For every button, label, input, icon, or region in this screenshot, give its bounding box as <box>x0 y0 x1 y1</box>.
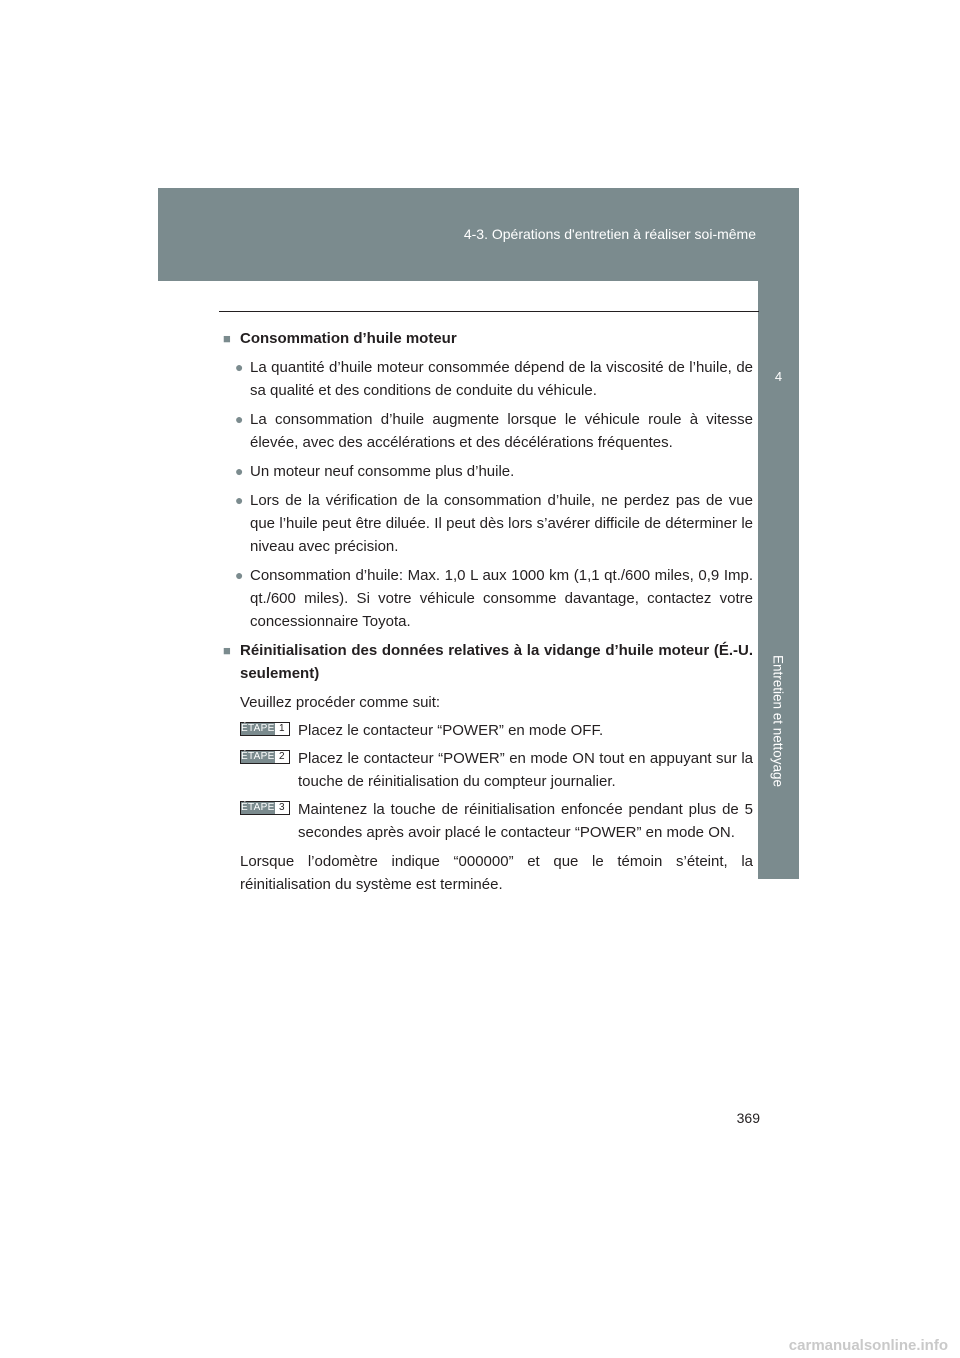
chapter-number: 4 <box>774 369 783 384</box>
circle-bullet-icon: ● <box>235 463 244 479</box>
section-heading <box>223 327 753 350</box>
list-item-text: La consommation d’huile augmente lorsque le véhicule roule à vitesse élevée, avec des accélérations et des décélérations fréquentes. <box>250 411 753 451</box>
step-text: Placez le contacteur “POWER” en mode ON tout en appuyant sur la touche de réinitialisation du compteur journalier. <box>298 750 753 790</box>
step-badge <box>240 722 290 736</box>
square-bullet-icon: ■ <box>223 331 231 346</box>
step-item <box>223 798 753 844</box>
list-item <box>223 356 753 402</box>
list-item-text: Un moteur neuf consomme plus d’huile. <box>250 463 515 480</box>
step-label: ÉTAPE <box>241 723 275 734</box>
circle-bullet-icon: ● <box>235 411 244 427</box>
intro-text: Veuillez procéder comme suit: <box>240 694 441 711</box>
step-label: ÉTAPE <box>241 802 275 813</box>
list-item-text: Lors de la vérification de la consommation d’huile, ne perdez pas de vue que l’huile peut être diluée. Il peut dès lors s’avérer difficile de déterminer le niveau avec précision. <box>250 492 753 555</box>
list-item <box>223 408 753 454</box>
step-number: 1 <box>275 723 289 735</box>
chapter-side-tab <box>758 281 799 879</box>
heading-text: Réinitialisation des données relatives à la vidange d’huile moteur (É.-U. seulement) <box>240 642 753 682</box>
list-item-text: Consommation d’huile: Max. 1,0 L aux 1000 km (1,1 qt./600 miles, 0,9 Imp. qt./600 miles). Si votre véhicule consomme davantage, contactez votre concessionnaire Toyota. <box>250 567 753 630</box>
list-item-text: La quantité d’huile moteur consommée dépend de la viscosité de l’huile, de sa qualité et des conditions de conduite du véhicule. <box>250 359 753 399</box>
page-number: 369 <box>736 1110 760 1126</box>
step-item <box>223 747 753 793</box>
section-heading <box>223 639 753 685</box>
step-text: Placez le contacteur “POWER” en mode OFF. <box>298 722 604 739</box>
watermark[interactable]: carmanualsonline.info <box>788 1337 948 1354</box>
outro-text: Lorsque l’odomètre indique “000000” et que le témoin s’éteint, la réinitialisation du système est terminée. <box>240 853 753 893</box>
list-item <box>223 564 753 633</box>
circle-bullet-icon: ● <box>235 492 244 508</box>
step-item <box>223 719 753 742</box>
step-badge <box>240 801 290 815</box>
header-rule <box>219 311 759 312</box>
list-item <box>223 489 753 558</box>
chapter-title: Entretien et nettoyage <box>770 654 786 788</box>
square-bullet-icon: ■ <box>223 643 231 658</box>
step-text: Maintenez la touche de réinitialisation enfoncée pendant plus de 5 secondes après avoir placé le contacteur “POWER” en mode ON. <box>298 801 753 841</box>
section-oil-reset <box>223 639 753 896</box>
step-badge <box>240 750 290 764</box>
circle-bullet-icon: ● <box>235 567 244 583</box>
step-number: 3 <box>275 802 289 814</box>
header-band <box>158 188 799 281</box>
section-title: 4-3. Opérations d'entretien à réaliser soi-même <box>463 226 756 242</box>
section-oil-consumption <box>223 327 753 633</box>
list-item <box>223 460 753 483</box>
step-label: ÉTAPE <box>241 751 275 762</box>
circle-bullet-icon: ● <box>235 359 244 375</box>
main-content <box>223 327 753 902</box>
heading-text: Consommation d’huile moteur <box>240 330 457 347</box>
step-number: 2 <box>275 751 289 763</box>
